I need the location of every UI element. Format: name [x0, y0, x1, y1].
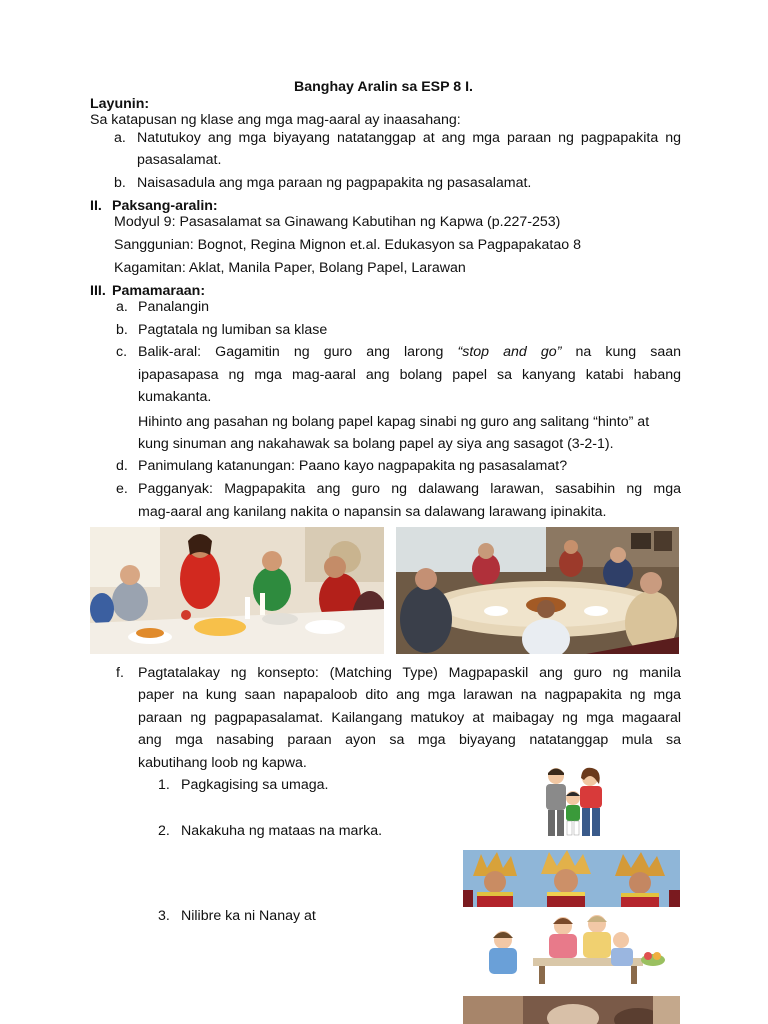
layunin-item-a-line: Natutukoy ang mga biyayang natatanggap at ang mga paraan ng pagpapakita ng — [137, 130, 681, 146]
numbered-item-marker: 1. — [158, 777, 170, 793]
step-e-line: mag-aaral ang kanilang nakita o napansin sa dalawang larawang ipinakita. — [138, 504, 607, 520]
step-f-line: Pagtatalakay ng konsepto: (Matching Type) Magpapaskil ang guro ng manila — [138, 665, 681, 681]
traditional-costume-photo — [463, 850, 680, 907]
paksa-line-modyul: Modyul 9: Pasasalamat sa Ginawang Kabutihan ng Kapwa (p.227-253) — [114, 214, 561, 230]
paksa-marker: II. — [90, 198, 102, 214]
step-c-line — [138, 343, 681, 361]
step-f-marker: f. — [116, 665, 124, 681]
step-c-para2-line: kung sinuman ang nakahawak sa bolang papel ay siya ang sasagot (3-2-1). — [138, 436, 614, 452]
step-a-text: Panalangin — [138, 299, 209, 315]
family-dinner-photo-2 — [396, 527, 679, 654]
step-f-line: kabutihang loob ng kapwa. — [138, 755, 307, 771]
document-title: Banghay Aralin sa ESP 8 I. — [294, 79, 473, 95]
paksa-line-sanggunian: Sanggunian: Bognot, Regina Mignon et.al. Edukasyon sa Pagpapakatao 8 — [114, 237, 581, 253]
step-c-marker: c. — [116, 344, 128, 360]
layunin-heading: Layunin: — [90, 96, 150, 112]
numbered-item-text: Pagkagising sa umaga. — [181, 777, 329, 793]
layunin-item-a-line: pasasalamat. — [137, 152, 222, 168]
layunin-marker-b: b. — [114, 175, 126, 191]
step-c-line-start: Balik-aral: Gagamitin ng guro ang larong — [138, 344, 458, 360]
step-d-marker: d. — [116, 458, 128, 474]
step-e-line: Pagganyak: Magpapakita ang guro ng dalawang larawan, sasabihin ng mga — [138, 481, 681, 497]
step-c-line: kumakanta. — [138, 389, 212, 405]
step-a-marker: a. — [116, 299, 128, 315]
step-f-line: paper na kung saan napapaloob dito ang mga larawan na nagpapakita ng mga — [138, 687, 681, 703]
numbered-item-marker: 2. — [158, 823, 170, 839]
step-c-para2-line: Hihinto ang pasahan ng bolang papel kapag sinabi ng guro ang salitang “hinto” at — [138, 414, 650, 430]
step-f-line: paraan ng pagpapasalamat. Kailangang matukoy at maibagay ng mga magaaral — [138, 710, 681, 726]
step-c-line-end: na kung saan — [561, 344, 681, 360]
numbered-item-text: Nilibre ka ni Nanay at — [181, 908, 316, 924]
family-dinner-photo-1 — [90, 527, 384, 654]
family-meal-clipart — [463, 910, 680, 986]
layunin-item-b: Naisasadula ang mga paraan ng pagpapakita ng pasasalamat. — [137, 175, 532, 191]
step-b-text: Pagtatala ng lumiban sa klase — [138, 322, 328, 338]
paksa-heading: Paksang-aralin: — [112, 198, 218, 214]
step-b-marker: b. — [116, 322, 128, 338]
pamamaraan-heading: Pamamaraan: — [112, 283, 206, 299]
step-c-line: ipapasapasa ng mga mag-aaral ang bolang papel sa kanyang katabi habang — [138, 367, 681, 383]
step-f-line: ang mga nasabing paraan ayon sa mga biyayang natatanggap mula sa — [138, 732, 681, 748]
layunin-intro: Sa katapusan ng klase ang mga mag-aaral ay inaasahang: — [90, 112, 461, 128]
partial-photo-bottom — [463, 996, 680, 1024]
step-d-text: Panimulang katanungan: Paano kayo nagpapakita ng pasasalamat? — [138, 458, 568, 474]
numbered-item-text: Nakakuha ng mataas na marka. — [181, 823, 383, 839]
paksa-line-kagamitan: Kagamitan: Aklat, Manila Paper, Bolang Papel, Larawan — [114, 260, 466, 276]
step-e-marker: e. — [116, 481, 128, 497]
parents-child-clipart — [524, 766, 624, 840]
stop-and-go-phrase: “stop and go” — [457, 344, 562, 360]
layunin-marker-a: a. — [114, 130, 126, 146]
numbered-item-marker: 3. — [158, 908, 170, 924]
pamamaraan-marker: III. — [90, 283, 106, 299]
